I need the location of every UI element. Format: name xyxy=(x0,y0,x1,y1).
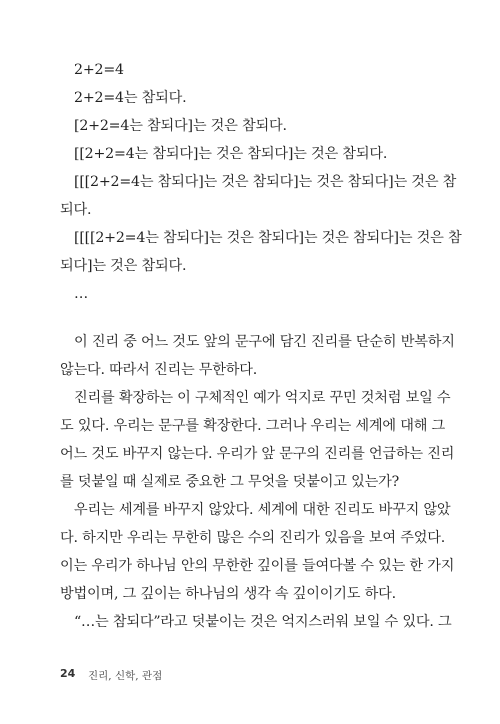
body-line-2: 않는다. 따라서 진리는 무한하다. xyxy=(60,362,258,378)
example-line-2: 2+2=4는 참되다. xyxy=(74,90,187,106)
example-line-6-cont: 되다]는 것은 참되다. xyxy=(60,258,187,274)
example-line-5: [[[2+2=4는 참되다]는 것은 참되다]는 것은 참되다]는 것은 참 xyxy=(74,174,457,190)
running-footer-title: 진리, 신학, 관점 xyxy=(88,670,163,682)
example-ellipsis: … xyxy=(74,286,88,302)
body-line-3: 진리를 확장하는 이 구체적인 예가 억지로 꾸민 것처럼 보일 수 xyxy=(74,390,451,406)
example-line-6: [[[[2+2=4는 참되다]는 것은 참되다]는 것은 참되다]는 것은 참 xyxy=(74,230,462,246)
body-line-1: 이 진리 중 어느 것도 앞의 문구에 담긴 진리를 단순히 반복하지 xyxy=(74,334,455,350)
example-line-5-cont: 되다. xyxy=(60,202,92,218)
body-line-9: 이는 우리가 하나님 안의 무한한 깊이를 들여다볼 수 있는 한 가지 xyxy=(60,558,455,574)
body-line-6: 를 덧붙일 때 실제로 중요한 그 무엇을 덧붙이고 있는가? xyxy=(60,474,399,490)
example-line-1: 2+2=4 xyxy=(74,62,124,78)
example-line-4: [[2+2=4는 참되다]는 것은 참되다]는 것은 참되다. xyxy=(74,146,388,162)
body-line-11: “…는 참되다”라고 덧붙이는 것은 억지스러워 보일 수 있다. 그 xyxy=(74,614,452,630)
body-line-7: 우리는 세계를 바꾸지 않았다. 세계에 대한 진리도 바꾸지 않았 xyxy=(74,502,451,518)
body-line-8: 다. 하지만 우리는 무한히 많은 수의 진리가 있음을 보여 주었다. xyxy=(60,530,446,546)
page-number: 24 xyxy=(60,667,76,680)
body-line-4: 도 있다. 우리는 문구를 확장한다. 그러나 우리는 세계에 대해 그 xyxy=(60,418,446,434)
example-line-3: [2+2=4는 참되다]는 것은 참되다. xyxy=(74,118,287,134)
body-line-5: 어느 것도 바꾸지 않는다. 우리가 앞 문구의 진리를 언급하는 진리 xyxy=(60,446,455,462)
body-line-10: 방법이며, 그 깊이는 하나님의 생각 속 깊이이기도 하다. xyxy=(60,586,396,602)
